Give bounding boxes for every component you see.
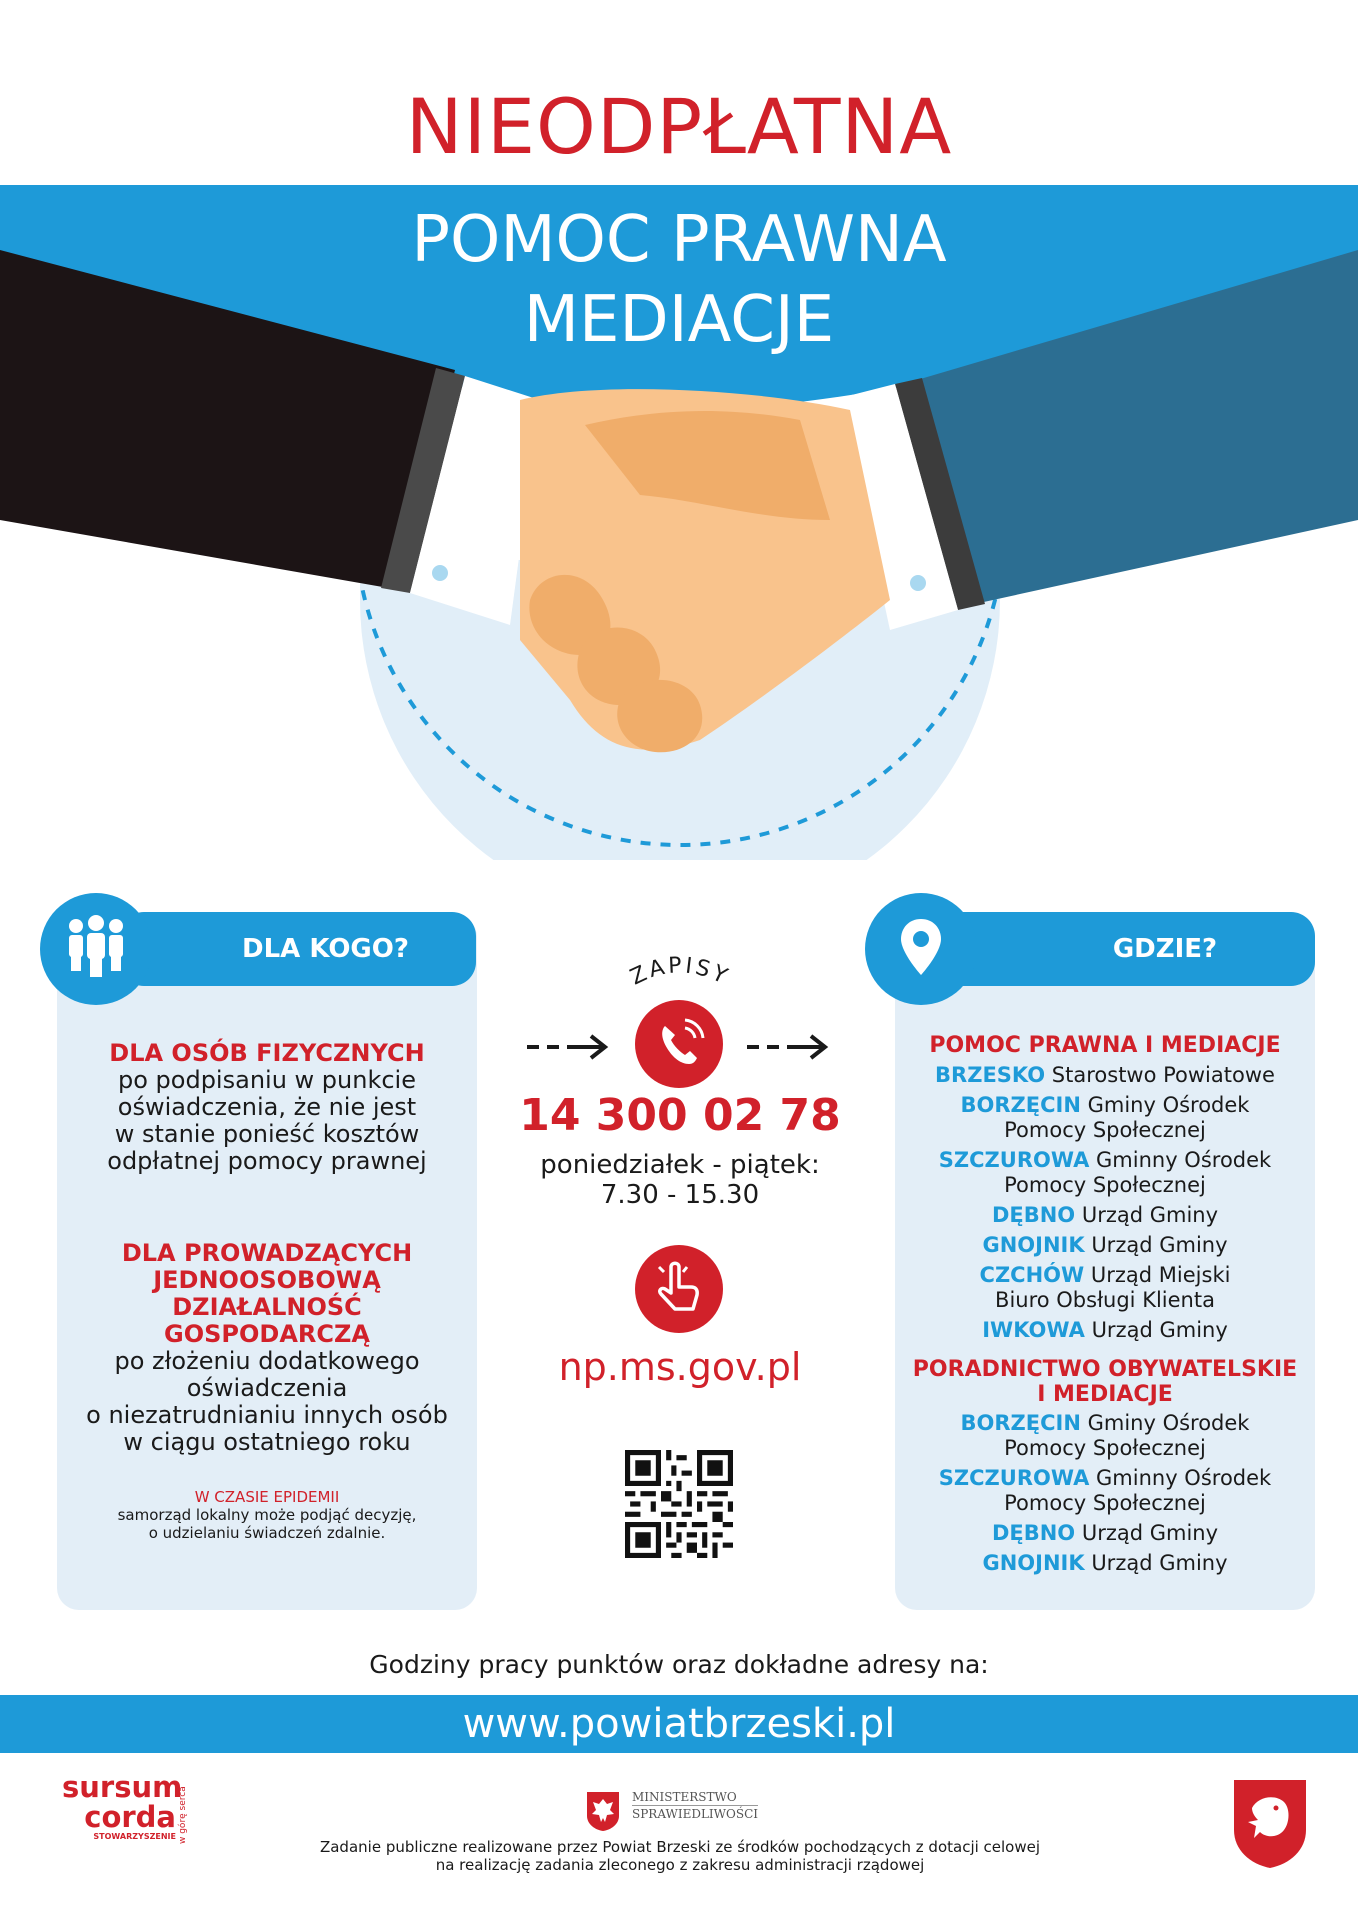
location-office: Gminy Ośrodek bbox=[1087, 1411, 1250, 1435]
location-office: Biuro Obsługi Klienta bbox=[995, 1288, 1215, 1312]
location-town: DĘBNO bbox=[991, 1203, 1076, 1227]
location-town: GNOJNIK bbox=[982, 1233, 1085, 1257]
location-line bbox=[905, 1063, 1305, 1088]
group2-title: DLA PROWADZĄCYCH bbox=[121, 1239, 413, 1267]
group2-line: oświadczenia bbox=[186, 1374, 348, 1402]
ministry-name-line2: SPRAWIEDLIWOŚCI bbox=[632, 1807, 758, 1821]
location-office: Gminny Ośrodek bbox=[1096, 1466, 1272, 1490]
zapisy-text: ZAPISY bbox=[626, 955, 734, 991]
locations-section2-title: PORADNICTWO OBYWATELSKIE bbox=[912, 1357, 1298, 1382]
locations-list bbox=[905, 1032, 1305, 1581]
location-office: Gminy Ośrodek bbox=[1087, 1093, 1250, 1117]
location-item bbox=[905, 1233, 1305, 1258]
location-town: BRZESKO bbox=[935, 1063, 1046, 1087]
target-group-heading: DLA KOGO? bbox=[242, 934, 409, 964]
location-line bbox=[905, 1233, 1305, 1258]
location-office: Urząd Gminy bbox=[1091, 1318, 1228, 1342]
location-line bbox=[905, 1203, 1305, 1228]
location-item bbox=[905, 1263, 1305, 1313]
location-line bbox=[905, 1288, 1305, 1313]
target-group-header bbox=[120, 912, 476, 986]
phone-number[interactable]: 14 300 02 78 bbox=[519, 1090, 841, 1141]
location-office: Urząd Gminy bbox=[1081, 1521, 1219, 1545]
logo-word-2: corda bbox=[84, 1800, 176, 1834]
location-pin-icon bbox=[865, 893, 977, 1005]
epidemic-note-line: o udzielaniu świadczeń zdalnie. bbox=[148, 1524, 386, 1542]
location-town: DĘBNO bbox=[991, 1521, 1076, 1545]
funding-note-line1: Zadanie publiczne realizowane przez Powiat Brzeski ze środków pochodzących z dotacji celowej bbox=[319, 1838, 1041, 1856]
epidemic-note bbox=[70, 1488, 464, 1542]
group1-line: w stanie ponieść kosztów bbox=[114, 1120, 420, 1148]
location-office: Pomocy Społecznej bbox=[1004, 1436, 1206, 1460]
location-town: CZCHÓW bbox=[979, 1263, 1085, 1287]
band-title-line2: MEDIACJE bbox=[523, 283, 835, 357]
location-town: BORZĘCIN bbox=[960, 1411, 1081, 1435]
zapisy-label bbox=[610, 955, 750, 1000]
logo-word-1: sursum bbox=[62, 1770, 183, 1804]
funding-note bbox=[230, 1838, 1130, 1874]
qr-code[interactable] bbox=[625, 1450, 733, 1558]
location-item bbox=[905, 1551, 1305, 1576]
logo-side-text: w górę serca bbox=[178, 1786, 188, 1844]
location-line bbox=[905, 1148, 1305, 1173]
location-office: Urząd Gminy bbox=[1081, 1203, 1219, 1227]
epidemic-note-title: W CZASIE EPIDEMII bbox=[194, 1488, 340, 1506]
location-line bbox=[905, 1118, 1305, 1143]
page-title: NIEODPŁATNA bbox=[405, 82, 953, 171]
locations-section2 bbox=[905, 1411, 1305, 1576]
group1-line: oświadczenia, że nie jest bbox=[117, 1093, 417, 1121]
location-town: IWKOWA bbox=[982, 1318, 1085, 1342]
group1-line: odpłatnej pomocy prawnej bbox=[107, 1147, 427, 1175]
location-town: SZCZUROWA bbox=[938, 1148, 1090, 1172]
logo-word-3: STOWARZYSZENIE bbox=[93, 1832, 176, 1841]
band-title-line1: POMOC PRAWNA bbox=[411, 203, 947, 277]
location-office: Gminny Ośrodek bbox=[1096, 1148, 1272, 1172]
office-hours bbox=[500, 1150, 860, 1210]
locations-heading: GDZIE? bbox=[1112, 934, 1218, 964]
location-office: Urząd Miejski bbox=[1090, 1263, 1231, 1287]
svg-text:ZAPISY bbox=[627, 955, 734, 990]
location-line bbox=[905, 1173, 1305, 1198]
arrow-right-icon bbox=[745, 1032, 830, 1062]
location-line bbox=[905, 1551, 1305, 1576]
hand-click-icon bbox=[635, 1245, 723, 1333]
polish-eagle-emblem-icon bbox=[585, 1790, 621, 1832]
location-line bbox=[905, 1466, 1305, 1491]
group2-line: w ciągu ostatniego roku bbox=[123, 1428, 411, 1456]
ms-website-link[interactable]: np.ms.gov.pl bbox=[558, 1345, 802, 1389]
location-item bbox=[905, 1063, 1305, 1088]
ministry-name-line1: MINISTERSTWO bbox=[632, 1790, 737, 1804]
location-item bbox=[905, 1203, 1305, 1228]
location-line bbox=[905, 1093, 1305, 1118]
ministry-name bbox=[632, 1790, 758, 1822]
county-coat-of-arms-icon bbox=[1232, 1778, 1308, 1870]
group2-title: JEDNOOSOBOWĄ bbox=[153, 1266, 381, 1294]
location-item bbox=[905, 1318, 1305, 1343]
location-town: GNOJNIK bbox=[982, 1551, 1085, 1575]
location-line bbox=[905, 1491, 1305, 1516]
band-title bbox=[0, 200, 1358, 360]
location-office: Pomocy Społecznej bbox=[1004, 1118, 1206, 1142]
office-hours-days: poniedziałek - piątek: bbox=[540, 1150, 820, 1180]
phone-icon[interactable] bbox=[635, 1000, 723, 1088]
office-hours-time: 7.30 - 15.30 bbox=[600, 1180, 760, 1210]
group1-line: po podpisaniu w punkcie bbox=[118, 1066, 416, 1094]
location-office: Urząd Gminy bbox=[1091, 1233, 1228, 1257]
location-line bbox=[905, 1318, 1305, 1343]
location-office: Pomocy Społecznej bbox=[1004, 1491, 1206, 1515]
location-line bbox=[905, 1411, 1305, 1436]
location-item bbox=[905, 1466, 1305, 1516]
footer-url-band bbox=[0, 1695, 1358, 1753]
group2-line: po złożeniu dodatkowego bbox=[114, 1347, 420, 1375]
group1 bbox=[70, 1040, 464, 1175]
group2 bbox=[70, 1240, 464, 1456]
location-office: Starostwo Powiatowe bbox=[1051, 1063, 1275, 1087]
location-item bbox=[905, 1148, 1305, 1198]
location-line bbox=[905, 1521, 1305, 1546]
funding-note-line2: na realizację zadania zleconego z zakresu administracji rządowej bbox=[435, 1856, 925, 1874]
group1-title: DLA OSÓB FIZYCZNYCH bbox=[109, 1039, 425, 1067]
arrow-right-icon bbox=[525, 1032, 610, 1062]
location-office: Urząd Gminy bbox=[1091, 1551, 1228, 1575]
people-icon bbox=[40, 893, 152, 1005]
location-item bbox=[905, 1521, 1305, 1546]
locations-section1 bbox=[905, 1063, 1305, 1343]
epidemic-note-line: samorząd lokalny może podjąć decyzję, bbox=[117, 1506, 417, 1524]
powiat-website-link[interactable]: www.powiatbrzeski.pl bbox=[462, 1701, 896, 1747]
location-line bbox=[905, 1263, 1305, 1288]
locations-section1-title: POMOC PRAWNA I MEDIACJE bbox=[929, 1033, 1281, 1058]
location-office: Pomocy Społecznej bbox=[1004, 1173, 1206, 1197]
group2-line: o niezatrudnianiu innych osób bbox=[86, 1401, 448, 1429]
location-item bbox=[905, 1411, 1305, 1461]
location-line bbox=[905, 1436, 1305, 1461]
locations-section2-title: I MEDIACJE bbox=[1037, 1382, 1173, 1407]
location-town: SZCZUROWA bbox=[938, 1466, 1090, 1490]
location-item bbox=[905, 1093, 1305, 1143]
sursum-corda-logo bbox=[62, 1772, 212, 1867]
location-town: BORZĘCIN bbox=[960, 1093, 1081, 1117]
group2-title: DZIAŁALNOŚĆ GOSPODARCZĄ bbox=[164, 1293, 370, 1348]
hours-note: Godziny pracy punktów oraz dokładne adresy na: bbox=[369, 1650, 989, 1679]
